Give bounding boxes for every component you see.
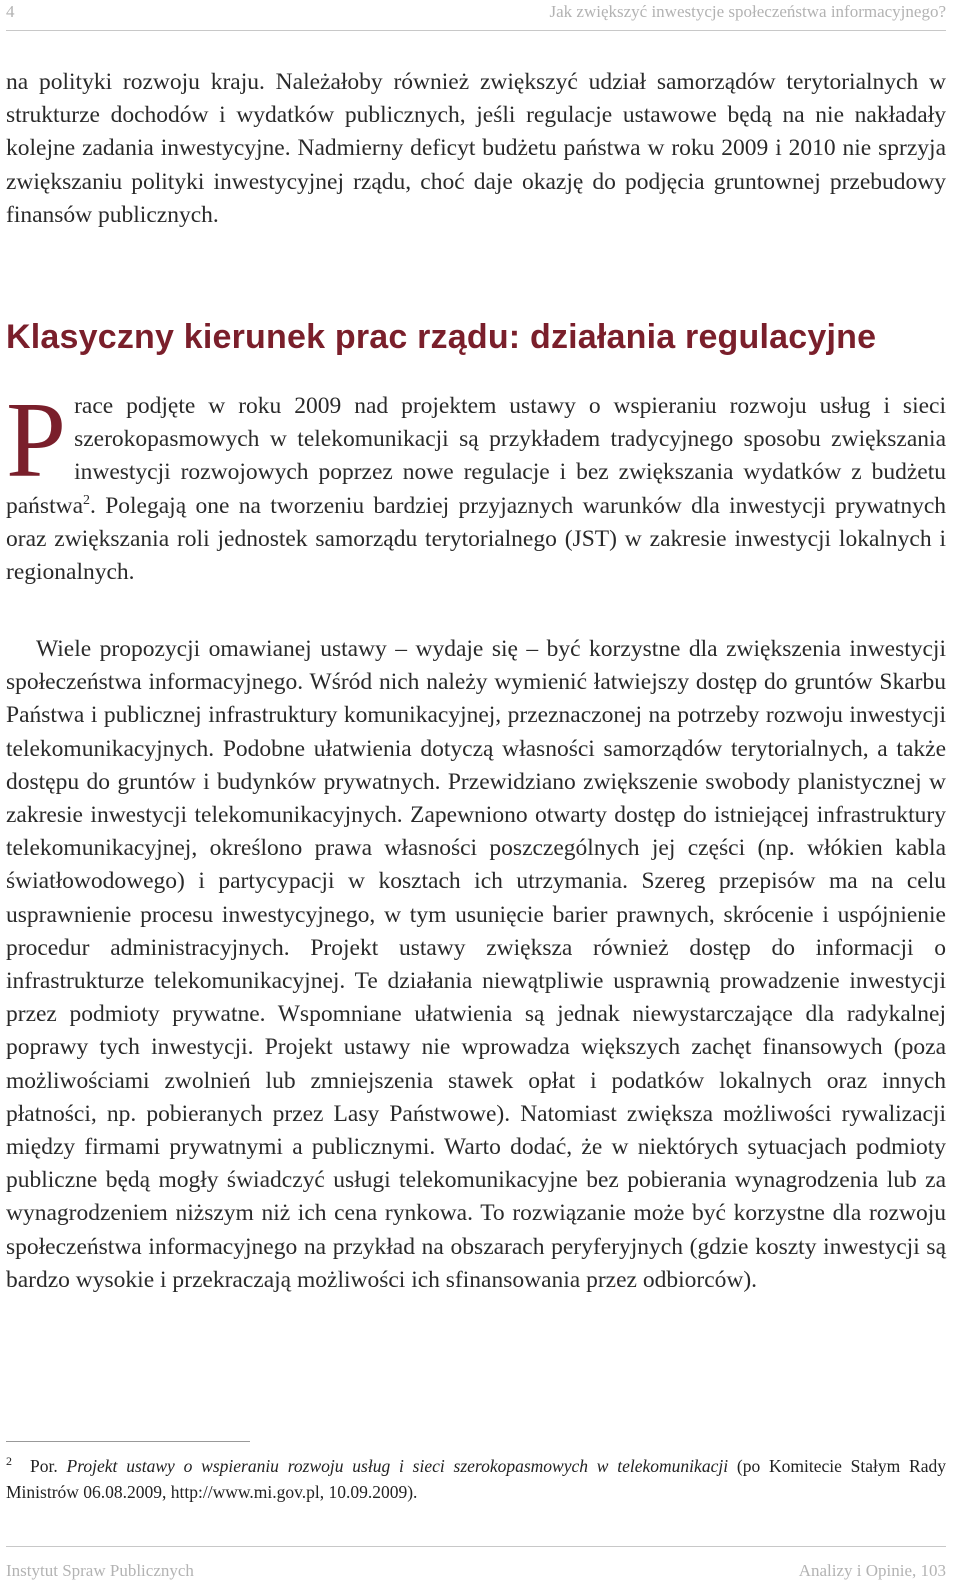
footer-series: Analizy i Opinie, 103 bbox=[798, 1561, 946, 1580]
section-heading: Klasyczny kierunek prac rządu: działania regulacyjne bbox=[6, 318, 877, 356]
footnote-prefix: Por. bbox=[30, 1455, 67, 1476]
page-header bbox=[6, 0, 946, 31]
footnote bbox=[6, 1448, 946, 1505]
paragraph-1: na polityki rozwoju kraju. Należałoby również zwiększyć udział samorządów terytorialnych w strukturze dochodów i wydatków publicznych, jeśli regulacje ustawowe będą na nie nakładały kolejne zadania inwestycyjne. Nadmierny deficyt budżetu państwa w roku 2009 i 2010 nie sprzyja zwiększaniu polityki inwestycyjnej rządu, choć daje okazję do podjęcia gruntownej przebudowy finansów publicznych. bbox=[6, 69, 946, 228]
drop-cap: P bbox=[6, 381, 67, 500]
footnote-title: Projekt ustawy o wspieraniu rozwoju usług i sieci szerokopasmowych w telekomunikacji bbox=[66, 1455, 729, 1476]
running-title: Jak zwiększyć inwestycje społeczeństwa informacyjnego? bbox=[549, 2, 946, 21]
page-footer bbox=[6, 1546, 946, 1583]
page-number: 4 bbox=[6, 2, 15, 21]
paragraph-2-text-b: . Polegają one na tworzeniu bardziej przyjaznych warunków dla inwestycji prywatnych oraz zwiększania roli jednostek samorządu terytorialnego (JST) w zakresie inwestycji lokalnych i regionalnych. bbox=[6, 492, 946, 586]
footnote-suffix: (po Komitecie Stałym Rady Ministrów 06.08.2009, http://www.mi.gov.pl, 10.09.2009). bbox=[6, 1455, 946, 1502]
footnote-ref[interactable]: 2 bbox=[83, 492, 91, 508]
document-page bbox=[6, 0, 946, 1584]
footer-publisher: Instytut Spraw Publicznych bbox=[6, 1561, 194, 1580]
footnote-number: 2 bbox=[6, 1454, 12, 1468]
paragraph-2-text-a: race podjęte w roku 2009 nad projektem ustawy o wspieraniu rozwoju usług i sieci szerokopasmowych w telekomunikacji są przykładem tradycyjnego sposobu zwiększania inwestycji rozwojowych poprzez nowe regulacje i bez zwiększania wydatków z budżetu państwa bbox=[6, 393, 946, 519]
paragraph-3: Wiele propozycji omawianej ustawy – wydaje się – być korzystne dla zwiększenia inwestycji społeczeństwa informacyjnego. Wśród nich należy wymienić łatwiejszy dostęp do gruntów Skarbu Państwa i publicznej infrastruktury komunikacyjnej, przeznaczonej na potrzeby rozwoju inwestycji telekomunikacyjnych. Podobne ułatwienia dotyczą własności samorządów terytorialnych, a także dostępu do gruntów i budynków prywatnych. Przewidziano zwiększenie swobody planistycznej w zakresie inwestycji telekomunikacyjnych. Zapewniono otwarty dostęp do istniejącej infrastruktury telekomunikacyjnej, określono prawa własności poszczególnych jej części (np. włókien kabla światłowodowego) i partycypacji w kosztach ich utrzymania. Szereg przepisów ma na celu usprawnienie procesu inwestycyjnego, w tym usunięcie barier prawnych, skrócenie i uspójnienie procedur administracyjnych. Projekt ustawy zwiększa również dostęp do informacji o infrastrukturze telekomunikacyjnej. Te działania niewątpliwie usprawnią prowadzenie inwestycji przez podmioty prywatne. Wspomniane ułatwienia są jednak niewystarczające dla radykalnej poprawy tych inwestycji. Projekt ustawy nie wprowadza większych zachęt finansowych (poza możliwościami zwolnień lub zmniejszenia stawek opłat i podatków lokalnych oraz innych płatności, np. pobieranych przez Lasy Państwowe). Natomiast zwiększa możliwości rywalizacji między firmami prywatnymi a publicznymi. Warto dodać, że w niektórych sytuacjach podmioty publiczne będą mogły świadczyć usługi telekomunikacyjne bez pobierania wynagrodzenia lub za wynagrodzeniem niższym niż ich cena rynkowa. To rozwiązanie może być korzystne dla rozwoju społeczeństwa informacyjnego na przykład na obszarach peryferyjnych (gdzie koszty inwestycji są bardzo wysokie i przekraczają możliwości ich sfinansowania przez odbiorców). bbox=[6, 636, 946, 1293]
paragraph-2 bbox=[6, 381, 946, 589]
footnote-separator bbox=[6, 1441, 250, 1442]
